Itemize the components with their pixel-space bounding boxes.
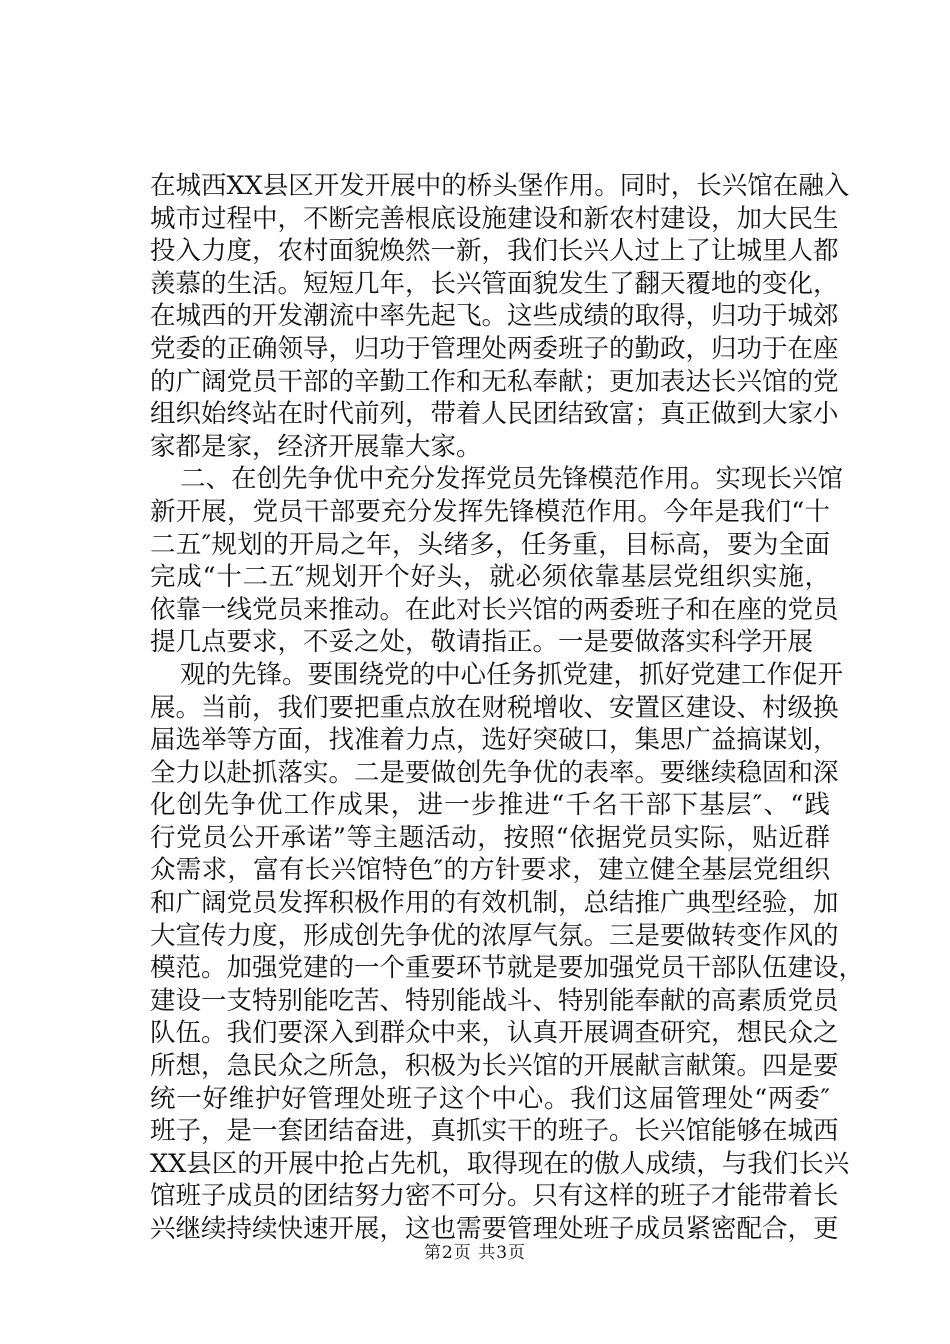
text-line: XX县区的开展中抢占先机，取得现在的傲人成绩，与我们长兴 xyxy=(150,1148,850,1179)
text-line: 模范。加强党建的一个重要环节就是要加强党员干部队伍建设， xyxy=(150,953,865,984)
body-text xyxy=(150,170,865,1246)
text-line: 城市过程中，不断完善根底设施建设和新农村建设，加大民生 xyxy=(150,203,839,234)
text-line: 的广阔党员干部的辛勤工作和无私奉献；更加表达长兴馆的党 xyxy=(150,366,839,397)
text-line: 依靠一线党员来推动。在此对长兴馆的两委班子和在座的党员 xyxy=(150,594,839,625)
text-line: 组织始终站在时代前列，带着人民团结致富；真正做到大家小 xyxy=(150,399,839,430)
text-line: 化创先争优工作成果，进一步推进“千名干部下基层″、“践 xyxy=(150,790,830,821)
text-line: 在城西XX县区开发开展中的桥头堡作用。同时，长兴馆在融入 xyxy=(150,171,850,201)
text-line: 观的先锋。要围绕党的中心任务抓党建，抓好党建工作促开 xyxy=(180,659,844,690)
text-line: 新开展，党员干部要充分发挥先锋模范作用。今年是我们“十 xyxy=(150,496,830,527)
text-line: 队伍。我们要深入到群众中来，认真开展调查研究，想民众之 xyxy=(150,1018,839,1049)
text-line: 众需求，富有长兴馆特色″的方针要求，建立健全基层党组织 xyxy=(150,855,830,886)
text-line: 展。当前，我们要把重点放在财税增收、安置区建设、村级换 xyxy=(150,692,839,723)
text-line: 在城西的开发潮流中率先起飞。这些成绩的取得，归功于城郊 xyxy=(150,301,839,332)
text-line: 二五″规划的开局之年，头绪多，任务重，目标高，要为全面 xyxy=(150,529,830,560)
page-footer: 第2页 共3页 xyxy=(423,1243,527,1263)
text-line: 所想，急民众之所急，积极为长兴馆的开展献言献策。四是要 xyxy=(150,1051,839,1082)
text-line: 党委的正确领导，归功于管理处两委班子的勤政，归功于在座 xyxy=(150,333,839,364)
text-line: 家都是家，经济开展靠大家。 xyxy=(150,431,482,462)
text-line: 投入力度，农村面貌焕然一新，我们长兴人过上了让城里人都 xyxy=(150,236,839,267)
text-line: 和广阔党员发挥积极作用的有效机制，总结推广典型经验，加 xyxy=(150,888,839,919)
text-line: 馆班子成员的团结努力密不可分。只有这样的班子才能带着长 xyxy=(150,1181,839,1212)
text-line: 届选举等方面，找准着力点，选好突破口，集思广益搞谋划， xyxy=(150,725,839,756)
text-line: 提几点要求，不妥之处，敬请指正。一是要做落实科学开展 xyxy=(150,627,814,658)
text-line: 统一好维护好管理处班子这个中心。我们这届管理处“两委″ xyxy=(150,1083,830,1114)
text-line: 全力以赴抓落实。二是要做创先争优的表率。要继续稳固和深 xyxy=(150,757,839,788)
text-line: 羡慕的生活。短短几年，长兴管面貌发生了翻天覆地的变化， xyxy=(150,268,839,299)
text-line: 大宣传力度，形成创先争优的浓厚气氛。三是要做转变作风的 xyxy=(150,920,839,951)
text-line: 班子，是一套团结奋进，真抓实干的班子。长兴馆能够在城西 xyxy=(150,1116,839,1147)
text-line: 建设一支特别能吃苦、特别能战斗、特别能奉献的高素质党员 xyxy=(150,985,839,1016)
text-line: 行党员公开承诺”等主题活动，按照“依据党员实际，贴近群 xyxy=(150,822,830,853)
text-line: 完成“十二五″规划开个好头，就必须依靠基层党组织实施， xyxy=(150,562,830,593)
text-line: 二、在创先争优中充分发挥党员先锋模范作用。实现长兴馆 xyxy=(180,464,844,495)
text-line: 兴继续持续快速开展，这也需要管理处班子成员紧密配合，更 xyxy=(150,1214,839,1244)
